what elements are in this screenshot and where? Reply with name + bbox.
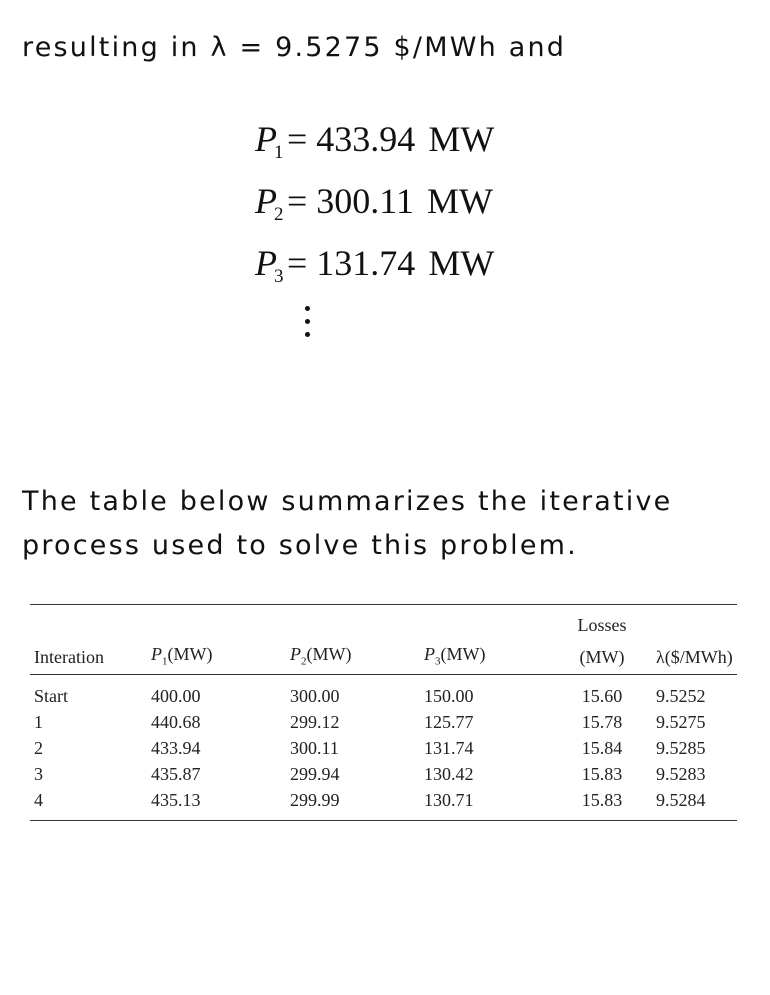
equation-p1: [255, 118, 494, 180]
equation-subscript: 2: [274, 204, 284, 225]
cell-p1: 433.94: [151, 737, 201, 758]
cell-iteration: 2: [34, 737, 43, 758]
equation-subscript: 1: [274, 142, 284, 163]
cell-lambda: 9.5285: [656, 737, 706, 758]
cell-p2: 299.12: [290, 711, 340, 732]
table-row: [30, 762, 737, 788]
table-row: [30, 710, 737, 736]
table-row: [30, 788, 737, 821]
cell-iteration: 4: [30, 788, 147, 821]
equation-subscript: 3: [274, 266, 284, 287]
cell-p2: 299.94: [290, 763, 340, 784]
equations-block: [255, 118, 494, 304]
cell-iteration: 3: [34, 763, 43, 784]
summary-text: The table below summarizes the iterative process used to solve this problem.: [22, 486, 673, 561]
cell-lambda: 9.5283: [656, 763, 706, 784]
equation-value: = 131.74: [287, 243, 416, 283]
cell-lambda: 9.5284: [652, 788, 737, 821]
header-losses-line1: Losses: [548, 605, 652, 643]
table-row: [30, 674, 737, 710]
equation-value: = 433.94: [287, 119, 416, 159]
equation-symbol: P: [255, 119, 277, 159]
equation-symbol: P: [255, 181, 277, 221]
cell-p3: 150.00: [424, 685, 474, 706]
iteration-table: [30, 604, 737, 821]
cell-p2: 300.00: [290, 685, 340, 706]
cell-losses: 15.84: [581, 737, 623, 758]
cell-losses: 15.60: [581, 685, 623, 706]
cell-p3: 130.71: [420, 788, 548, 821]
cell-p3: 130.42: [424, 763, 474, 784]
cell-p1: 435.13: [147, 788, 286, 821]
table-row: [30, 736, 737, 762]
cell-lambda: 9.5252: [656, 685, 706, 706]
equation-p3: [255, 242, 494, 304]
cell-p3: 125.77: [424, 711, 474, 732]
equation-symbol: P: [255, 243, 277, 283]
equation-unit: MW: [426, 181, 493, 221]
header-lambda: λ($/MWh): [652, 642, 737, 674]
header-p3: $P_3(MW)$: [420, 642, 548, 674]
equation-unit: MW: [428, 119, 495, 159]
cell-p1: 400.00: [151, 685, 201, 706]
equation-p2: [255, 180, 494, 242]
equation-unit: MW: [428, 243, 495, 283]
cell-p2: 300.11: [290, 737, 339, 758]
equation-value: = 300.11: [287, 181, 414, 221]
cell-p1: 440.68: [151, 711, 201, 732]
intro-text: resulting in λ = 9.5275 $/MWh and: [22, 32, 567, 63]
cell-iteration: Start: [34, 685, 68, 706]
cell-p2: 299.99: [286, 788, 420, 821]
header-losses-line2: (MW): [548, 642, 652, 674]
cell-losses: 15.78: [581, 711, 623, 732]
vertical-ellipsis: [305, 306, 311, 345]
cell-p3: 131.74: [424, 737, 474, 758]
cell-losses: 15.83: [581, 763, 623, 784]
cell-iteration: 1: [34, 711, 43, 732]
cell-p1: 435.87: [151, 763, 201, 784]
cell-losses: 15.83: [548, 788, 652, 821]
header-p1: $P_1(MW)$: [147, 642, 286, 674]
header-iteration: Interation: [30, 642, 147, 674]
cell-lambda: 9.5275: [656, 711, 706, 732]
header-p2: $P_2(MW)$: [286, 642, 420, 674]
